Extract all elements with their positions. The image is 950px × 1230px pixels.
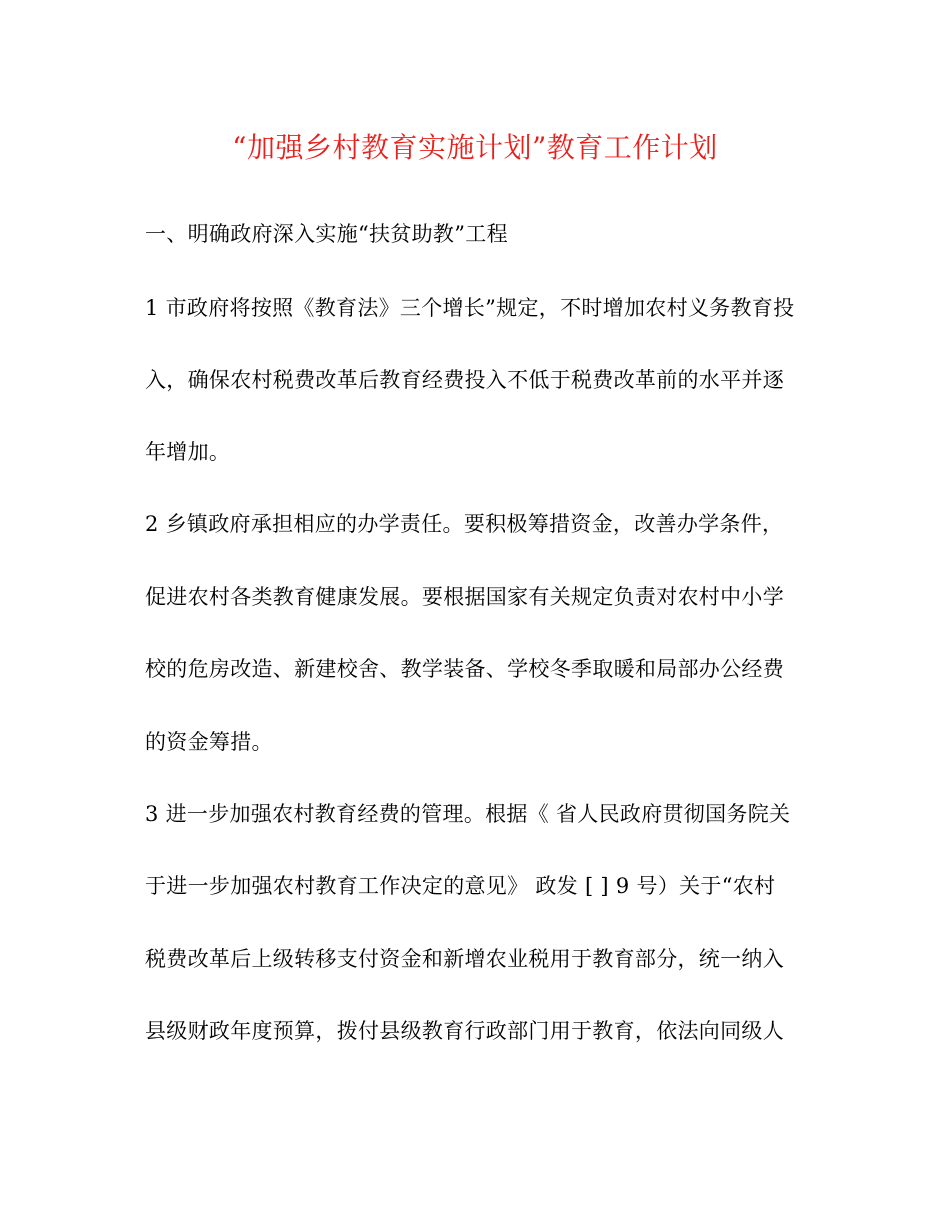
paragraph-line: 县级财政年度预算，拨付县级教育行政部门用于教育，依法向同级人 xyxy=(145,1019,784,1043)
paragraph-line: 入，确保农村税费改革后教育经费投入不低于税费改革前的水平并逐 xyxy=(145,368,784,392)
paragraph-line: 税费改革后上级转移支付资金和新增农业税用于教育部分，统一纳入 xyxy=(145,947,784,971)
section-heading: 一、明确政府深入实施“扶贫助教”工程 xyxy=(145,222,508,246)
paragraph-line: 校的危房改造、新建校舍、教学装备、学校冬季取暖和局部办公经费 xyxy=(145,657,784,681)
paragraph-line: 1 市政府将按照《教育法》三个增长”规定，不时增加农村义务教育投 xyxy=(145,296,795,320)
paragraph-line: 年增加。 xyxy=(145,440,231,464)
document-title: “加强乡村教育实施计划”教育工作计划 xyxy=(232,131,718,164)
paragraph-line: 2 乡镇政府承担相应的办学责任。要积极筹措资金，改善办学条件， xyxy=(145,512,784,536)
paragraph-line: 的资金筹措。 xyxy=(145,730,273,754)
paragraph-line: 促进农村各类教育健康发展。要根据国家有关规定负责对农村中小学 xyxy=(145,585,784,609)
paragraph-line: 于进一步加强农村教育工作决定的意见》 政发 [ ] 9 号）关于“农村 xyxy=(145,874,776,898)
paragraph-line: 3 进一步加强农村教育经费的管理。根据《 省人民政府贯彻国务院关 xyxy=(145,802,791,826)
